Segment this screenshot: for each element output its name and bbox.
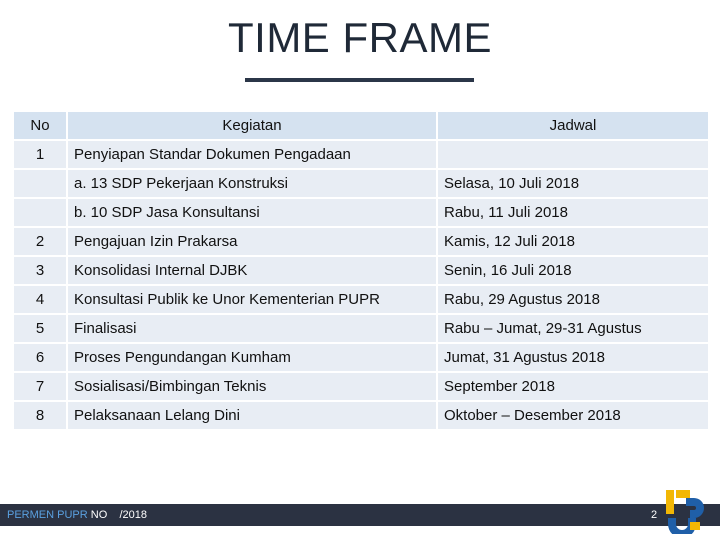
table-row <box>14 402 708 429</box>
header-no: No <box>14 112 66 139</box>
row-kegiatan: Finalisasi <box>68 315 436 342</box>
row-jadwal <box>438 141 708 168</box>
row-no: 1 <box>14 141 66 168</box>
row-kegiatan: b. 10 SDP Jasa Konsultansi <box>68 199 436 226</box>
row-jadwal: Oktober – Desember 2018 <box>438 402 708 429</box>
table-row <box>14 344 708 371</box>
row-no: 3 <box>14 257 66 284</box>
row-jadwal: Kamis, 12 Juli 2018 <box>438 228 708 255</box>
row-no <box>14 170 66 197</box>
table-row <box>14 286 708 313</box>
table-header-row <box>14 112 708 139</box>
page-title: TIME FRAME <box>228 14 492 61</box>
footer-reference <box>7 509 147 521</box>
row-kegiatan: Konsolidasi Internal DJBK <box>68 257 436 284</box>
footer-label: NO <box>87 509 108 521</box>
time-frame-table <box>12 110 710 431</box>
row-jadwal: Rabu, 29 Agustus 2018 <box>438 286 708 313</box>
row-jadwal: Rabu, 11 Juli 2018 <box>438 199 708 226</box>
row-kegiatan: Pengajuan Izin Prakarsa <box>68 228 436 255</box>
row-kegiatan: Pelaksanaan Lelang Dini <box>68 402 436 429</box>
row-kegiatan: Sosialisasi/Bimbingan Teknis <box>68 373 436 400</box>
row-no: 5 <box>14 315 66 342</box>
row-no: 7 <box>14 373 66 400</box>
row-no: 6 <box>14 344 66 371</box>
row-no: 2 <box>14 228 66 255</box>
row-no: 4 <box>14 286 66 313</box>
row-kegiatan: Konsultasi Publik ke Unor Kementerian PUPR <box>68 286 436 313</box>
table-row <box>14 170 708 197</box>
table-row <box>14 315 708 342</box>
row-kegiatan: a. 13 SDP Pekerjaan Konstruksi <box>68 170 436 197</box>
header-jadwal: Jadwal <box>438 112 708 139</box>
footer-suffix: /2018 <box>119 509 148 521</box>
header-kegiatan: Kegiatan <box>68 112 436 139</box>
table-row <box>14 373 708 400</box>
table-row <box>14 141 708 168</box>
footer-prefix: PERMEN PUPR <box>7 509 88 521</box>
row-jadwal: Senin, 16 Juli 2018 <box>438 257 708 284</box>
table-row <box>14 257 708 284</box>
table-row <box>14 199 708 226</box>
pupr-logo-icon <box>664 486 708 534</box>
row-kegiatan: Penyiapan Standar Dokumen Pengadaan <box>68 141 436 168</box>
table-row <box>14 228 708 255</box>
row-no: 8 <box>14 402 66 429</box>
row-jadwal: Rabu – Jumat, 29-31 Agustus <box>438 315 708 342</box>
row-kegiatan: Proses Pengundangan Kumham <box>68 344 436 371</box>
row-jadwal: September 2018 <box>438 373 708 400</box>
title-underline <box>245 78 474 82</box>
row-jadwal: Jumat, 31 Agustus 2018 <box>438 344 708 371</box>
row-jadwal: Selasa, 10 Juli 2018 <box>438 170 708 197</box>
page-number: 2 <box>651 509 658 521</box>
row-no <box>14 199 66 226</box>
